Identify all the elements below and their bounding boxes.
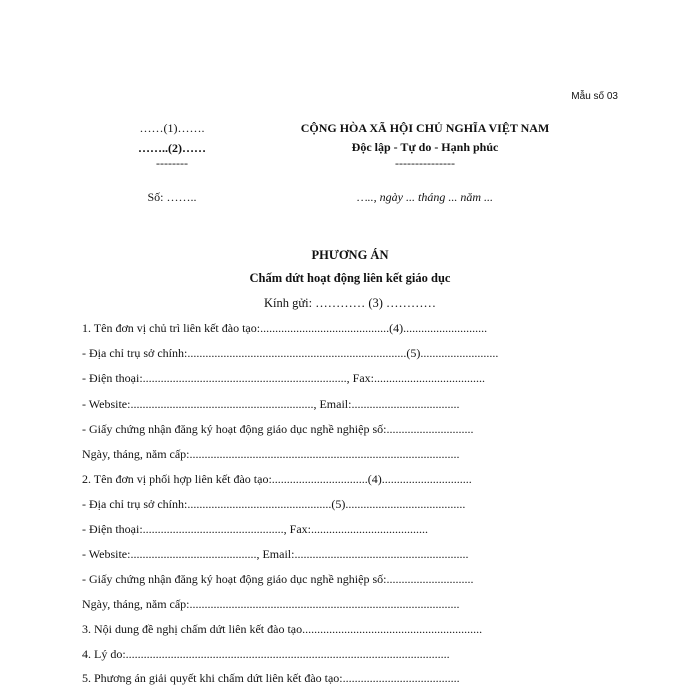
document-number: Số: …….. bbox=[147, 190, 197, 204]
issuing-agency-line: ……(1)……. bbox=[139, 121, 205, 135]
form-line: - Giấy chứng nhận đăng ký hoạt động giáo dục nghề nghiệp số:............................. bbox=[82, 572, 474, 586]
country-name: CỘNG HÒA XÃ HỘI CHỦ NGHĨA VIỆT NAM bbox=[300, 121, 550, 135]
form-line: 5. Phương án giải quyết khi chấm dứt liên kết đào tạo:....................................... bbox=[82, 671, 460, 685]
recipient-line: Kính gửi: ………… (3) ………… bbox=[263, 296, 437, 310]
issuing-unit-line: ……..(2)…… bbox=[138, 141, 206, 155]
document-title: PHƯƠNG ÁN bbox=[311, 248, 389, 262]
form-line: - Website:............................................................., Email:.................................... bbox=[82, 397, 460, 411]
form-line: - Website:.........................................., Email:.......................................................... bbox=[82, 547, 469, 561]
form-line: 3. Nội dung đề nghị chấm dứt liên kết đào tạo............................................................ bbox=[82, 622, 483, 636]
form-line: - Địa chỉ trụ sở chính:.........................................................................(5).......................... bbox=[82, 346, 499, 360]
form-line: - Điện thoại:..............................................., Fax:....................................... bbox=[82, 522, 428, 536]
national-motto: Độc lập - Tự do - Hạnh phúc bbox=[351, 140, 499, 154]
form-line: - Điện thoại:...................................................................., Fax:..................................... bbox=[82, 371, 485, 385]
form-line: 1. Tên đơn vị chủ trì liên kết đào tạo:...........................................(4)............................ bbox=[82, 321, 488, 335]
right-divider: --------------- bbox=[395, 156, 455, 170]
document-subtitle: Chấm dứt hoạt động liên kết giáo dục bbox=[249, 271, 451, 285]
form-number: Mẫu số 03 bbox=[571, 91, 618, 102]
form-line: 2. Tên đơn vị phối hợp liên kết đào tạo:................................(4).............................. bbox=[82, 472, 472, 486]
left-divider: -------- bbox=[156, 156, 188, 170]
form-line: 4. Lý do:............................................................................................................ bbox=[82, 647, 450, 661]
form-line: - Giấy chứng nhận đăng ký hoạt động giáo dục nghề nghiệp số:............................. bbox=[82, 422, 474, 436]
date-line: ….., ngày ... tháng ... năm ... bbox=[357, 190, 493, 204]
form-line: Ngày, tháng, năm cấp:.......................................................................................... bbox=[82, 597, 460, 611]
form-line: Ngày, tháng, năm cấp:.......................................................................................... bbox=[82, 447, 460, 461]
form-line: - Địa chỉ trụ sở chính:................................................(5)........................................ bbox=[82, 497, 466, 511]
